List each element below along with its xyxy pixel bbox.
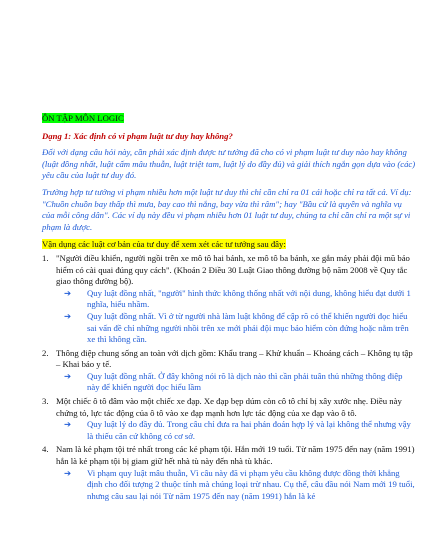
section-heading: Dạng 1: Xác định có vi phạm luật tư duy hay không? — [42, 130, 233, 141]
answer-note-text: Quy luật lý do đầy đủ. Trong câu chỉ đưa ra hai phán đoán hợp lý và lại không thể nhưng vậy là thiếu căn cứ không có cơ sở. — [87, 419, 411, 441]
item-number: 2. — [42, 347, 49, 358]
item-text: Thông điệp chung sống an toàn với dịch gồm: Khẩu trang – Khử khuẩn – Khoảng cách – Không tụ tập – Khai báo y tế. — [56, 347, 413, 370]
item-text: "Người điều khiển, người ngồi trên xe mô tô hai bánh, xe mô tô ba bánh, xe gắn máy phải đội mũ bảo hiểm có cài quai đúng quy cách". (Khoản 2 Điều 30 Luật Giao thông đường bộ năm 2008 về Quy tắc giao thông đường bộ). — [56, 252, 410, 287]
answer-note-text: Quy luật đồng nhất, "người" hình thức không thống nhất với nội dung, không hiểu đạt dưới 1 nghĩa, hiểu nhầm. — [87, 287, 411, 310]
answer-note — [64, 419, 416, 442]
answer-note-text: Quy luật đồng nhất. Ở đây không nói rõ là dịch nào thì cần phải tuân thủ những thông điệp này để khiến người đọc hiểu lầm — [87, 370, 403, 393]
arrow-right-icon: ➔ — [64, 467, 72, 478]
arrow-right-icon: ➔ — [64, 419, 72, 430]
item-number: 4. — [42, 444, 49, 455]
arrow-right-icon: ➔ — [64, 310, 72, 321]
list-item — [42, 396, 416, 442]
item-text: Nam là kẻ phạm tội trẻ nhất trong các kẻ phạm tội. Hắn mới 19 tuổi. Từ năm 1975 đến nay (năm 1991) hắn là kẻ phạm tội bị giam giữ hết nhà tù này đến nhà tù khác. — [56, 444, 415, 467]
exercise-intro — [42, 239, 416, 251]
guide-paragraph-2: Trường hợp tư tưởng vi phạm nhiều hơn một luật tư duy thì chỉ cần chỉ ra 01 cái hoặc chỉ ra tất cả. Ví dụ: "Chuồn chuồn bay thấp thì mưa, bay cao thì nắng, bay vừa thì râm"; hay "Bầu cử là quyền và nghĩa vụ của mỗi công dân". Các ví dụ này đều vi phạm nhiều hơn 01 luật tư duy, chúng ta chỉ cần chỉ ra một sự vi phạm là được. — [42, 186, 412, 232]
exercise-list — [42, 253, 416, 502]
answer-note-text: Quy luật đồng nhất. Vì ở từ người nhà làm luật không để cập rõ có thể khiến người đọc hiểu sai vấn đề chỉ những người nhồi trên xe mới phải đội mục bảo hiểm còn đứng hoặc nằm trên xe thì không cần. — [87, 310, 409, 345]
exercise-intro-text: Vận dụng các luật cơ bản của tư duy để xem xét các tư tưởng sau đây: — [42, 239, 286, 250]
arrow-right-icon: ➔ — [64, 287, 72, 298]
answer-note — [64, 371, 416, 394]
item-number: 3. — [42, 396, 49, 407]
answer-note — [64, 288, 416, 311]
document-body — [42, 113, 416, 502]
item-text: Một chiếc ô tô đâm vào một chiếc xe đạp. Xe đạp bẹp dúm còn cô tô chỉ bị xây xước nhẹ. Điều này chứng tỏ, lực tác động của ô tô vào xe đạp mạnh hơn lực tác động của xe đạp vào ô tô. — [56, 396, 402, 418]
list-item — [42, 444, 416, 502]
list-item — [42, 348, 416, 394]
arrow-right-icon: ➔ — [64, 370, 72, 381]
answer-note — [64, 468, 416, 503]
guide-paragraph-1: Đối với dạng câu hỏi này, cần phải xác định được tư tưởng đã cho có vi phạm luật tư duy nào hay không (luật đồng nhất, luật cấm mâu thuẫn, luật triệt tam, luật lý do đầy đủ) và giải thích ngắn gọn dựa vào (các) yêu cầu của luật tư duy đó. — [42, 147, 416, 181]
answer-note — [64, 311, 416, 346]
list-item — [42, 253, 416, 346]
answer-note-text: Vi phạm quy luật mâu thuẫn, Vì câu này đã vi phạm yêu cầu không được đồng thời khẳng định cho đối tượng 2 thuộc tính mà chúng loại trừ nhau. Cụ thể, câu đầu nói Nam mới 19 tuổi, nhưng câu sau lại nói Từ năm 1975 đến nay (năm 1991) hắn là kẻ — [87, 467, 415, 501]
document-title — [42, 113, 416, 125]
item-number: 1. — [42, 252, 49, 263]
title-text: ÔN TẬP MÔN LOGIC — [42, 113, 124, 123]
